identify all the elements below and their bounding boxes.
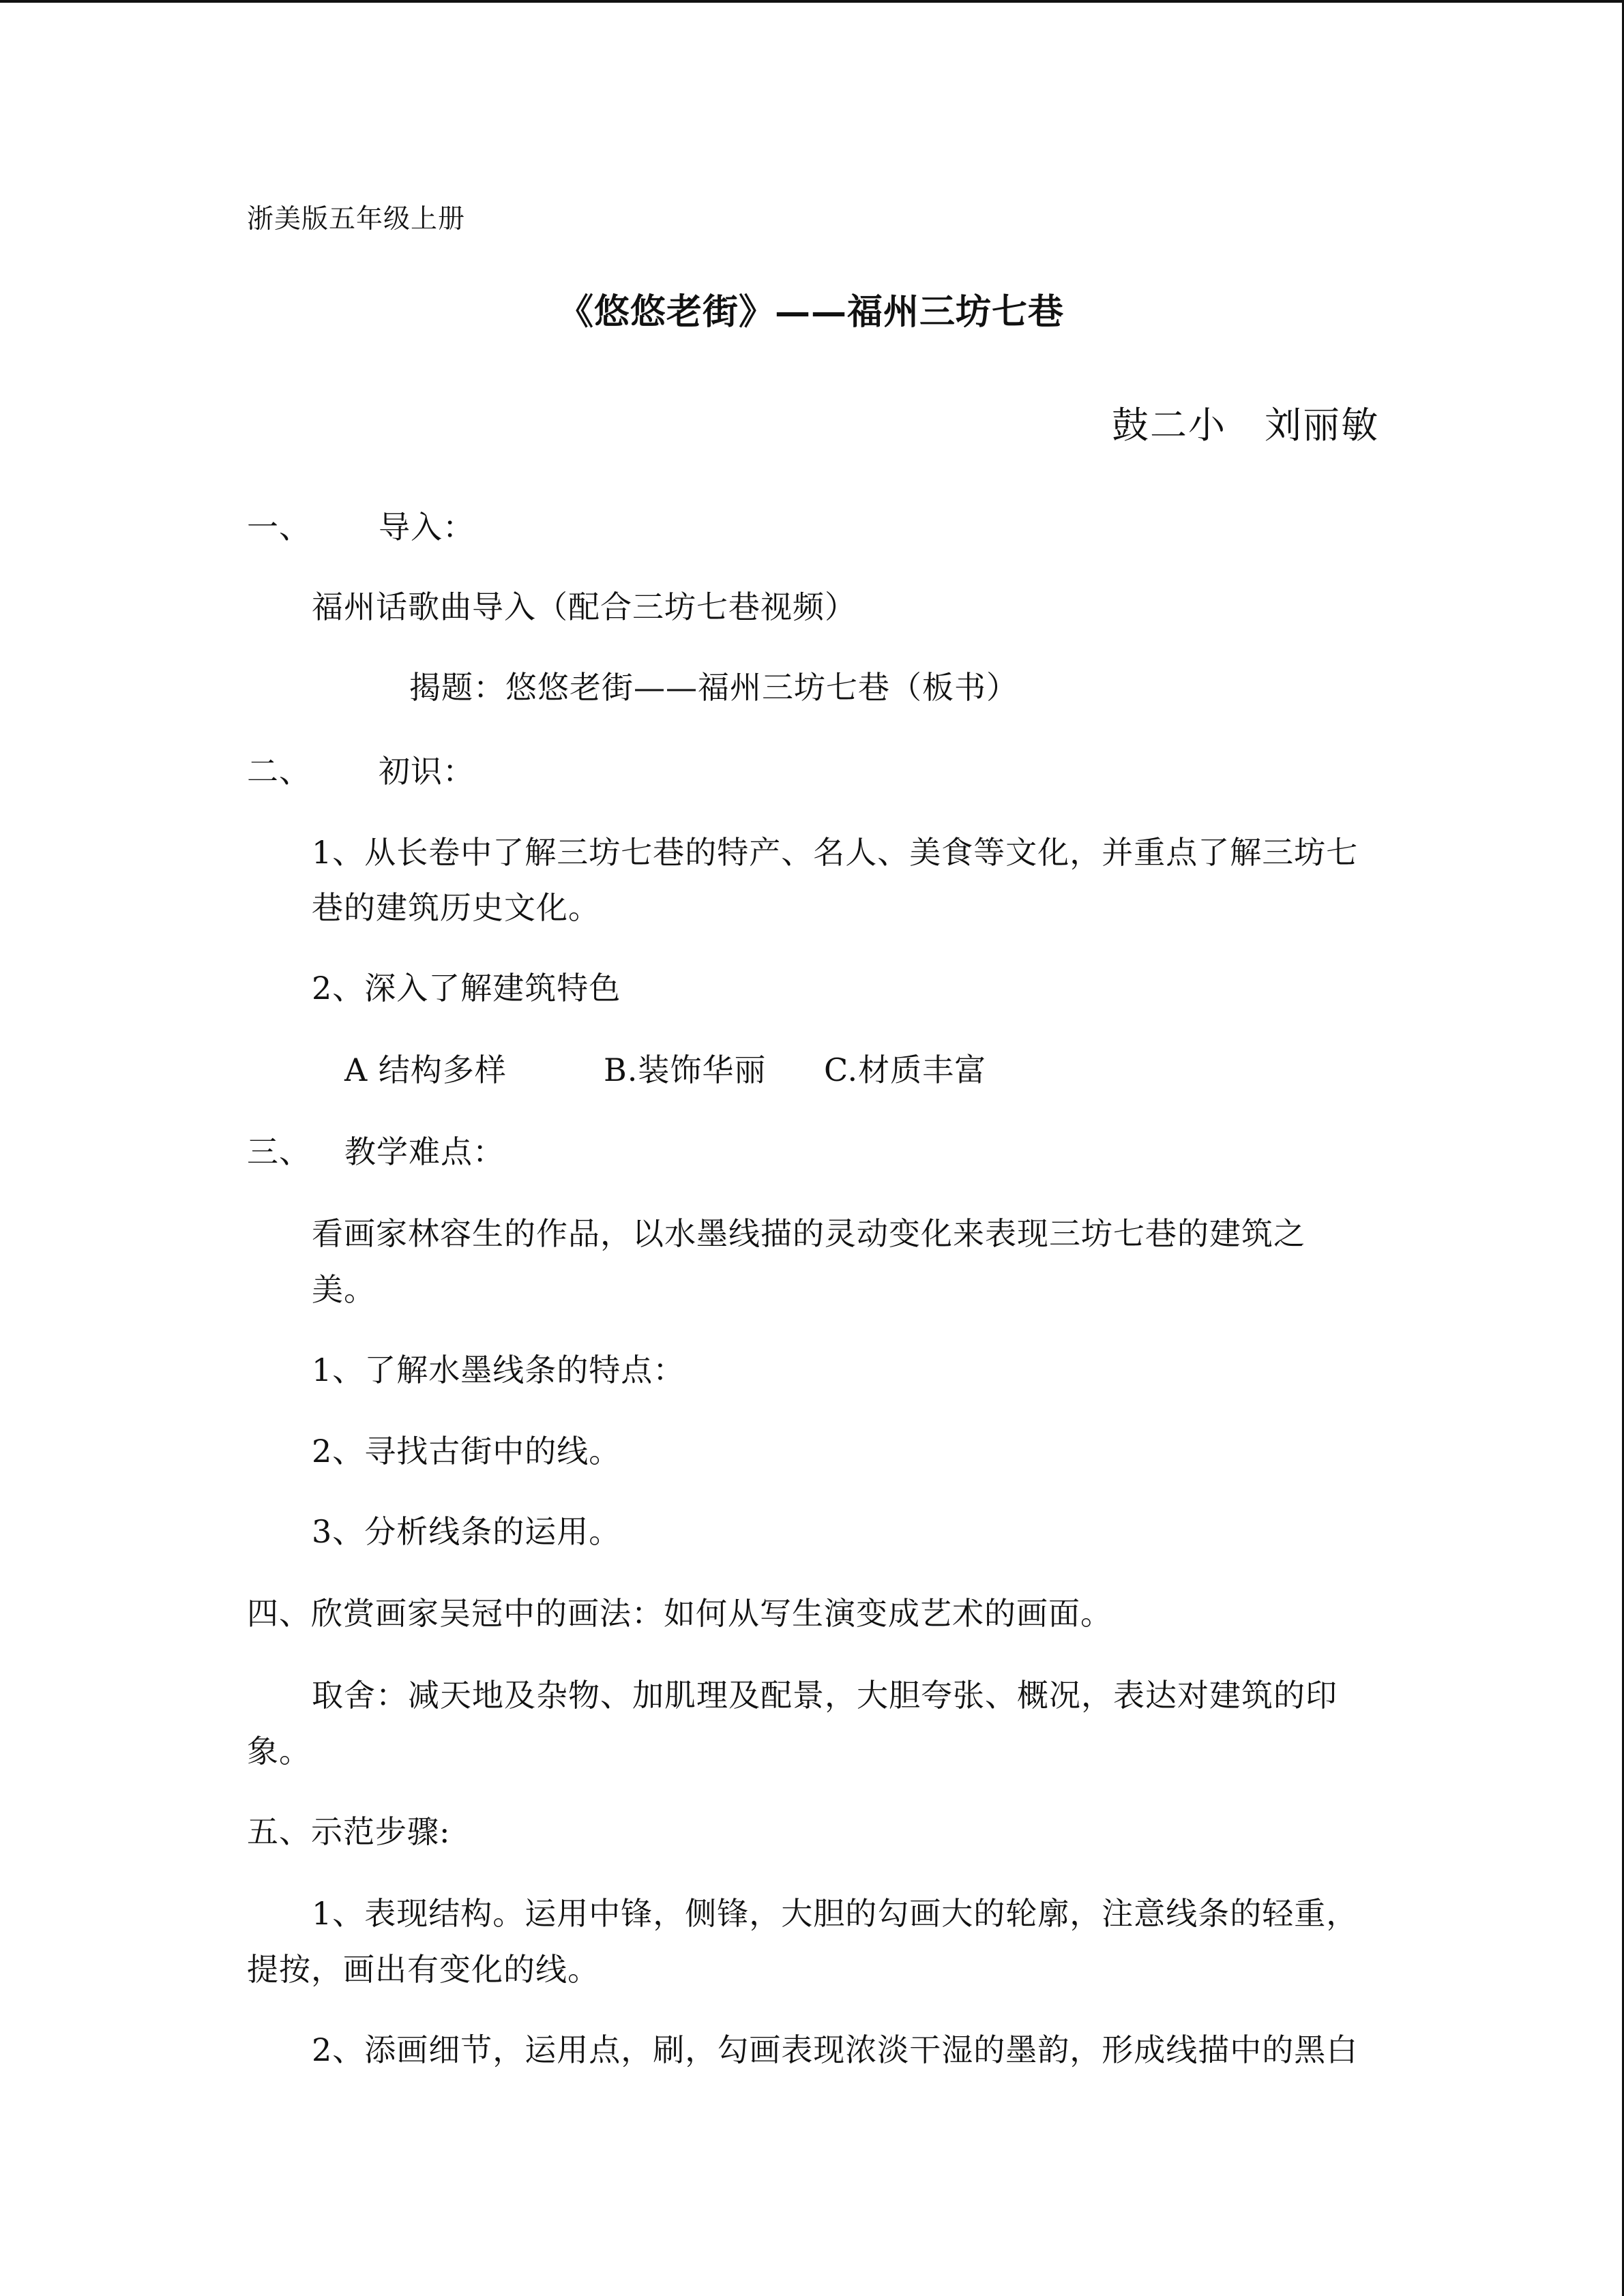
feature-option-b: B.装饰华丽 [604, 1052, 767, 1088]
document-title: 《悠悠老街》——福州三坊七巷 [558, 291, 1065, 333]
list-item: 2、添画细节，运用点，刷，勾画表现浓淡干湿的墨韵，形成线描中的黑白 [312, 2031, 1359, 2068]
paragraph: 福州话歌曲导入（配合三坊七巷视频） [312, 588, 857, 625]
author-line: 鼓二小 刘丽敏 [1112, 404, 1379, 447]
page-top-border [0, 0, 1624, 3]
list-item: 1、从长卷中了解三坊七巷的特产、名人、美食等文化，并重点了解三坊七 [312, 834, 1359, 871]
list-item-continuation: 巷的建筑历史文化。 [312, 889, 600, 926]
list-item: 2、寻找古街中的线。 [312, 1433, 621, 1470]
section-heading: 五、示范步骤: [247, 1813, 451, 1850]
list-item: 3、分析线条的运用。 [312, 1513, 621, 1550]
section-heading: 四、欣赏画家吴冠中的画法：如何从写生演变成艺术的画面。 [247, 1595, 1112, 1632]
section-heading: 教学难点： [344, 1133, 505, 1170]
feature-option-c: C.材质丰富 [824, 1052, 987, 1088]
list-item: 2、深入了解建筑特色 [312, 970, 621, 1007]
paragraph: 取舍：减天地及杂物、加肌理及配景，大胆夸张、概况，表达对建筑的印 [312, 1677, 1338, 1714]
paragraph-continuation: 美。 [312, 1271, 376, 1308]
section-heading: 导入： [379, 509, 475, 546]
section-number: 三、 [247, 1133, 311, 1170]
section-number: 二、 [247, 753, 311, 790]
section-number: 一、 [247, 509, 311, 546]
list-item: 1、表现结构。运用中锋，侧锋，大胆的勾画大的轮廓，注意线条的轻重， [312, 1895, 1359, 1932]
paragraph-continuation: 象。 [247, 1733, 311, 1770]
list-item: 1、了解水墨线条的特点： [312, 1352, 685, 1388]
section-heading: 初识： [379, 753, 475, 790]
paragraph: 看画家林容生的作品，以水墨线描的灵动变化来表现三坊七巷的建筑之 [312, 1215, 1305, 1252]
list-item-continuation: 提按，画出有变化的线。 [247, 1951, 600, 1988]
paragraph: 揭题：悠悠老街——福州三坊七巷（板书） [409, 669, 1018, 706]
textbook-edition-header: 浙美版五年级上册 [247, 204, 466, 235]
feature-option-a: A 结构多样 [344, 1052, 507, 1088]
